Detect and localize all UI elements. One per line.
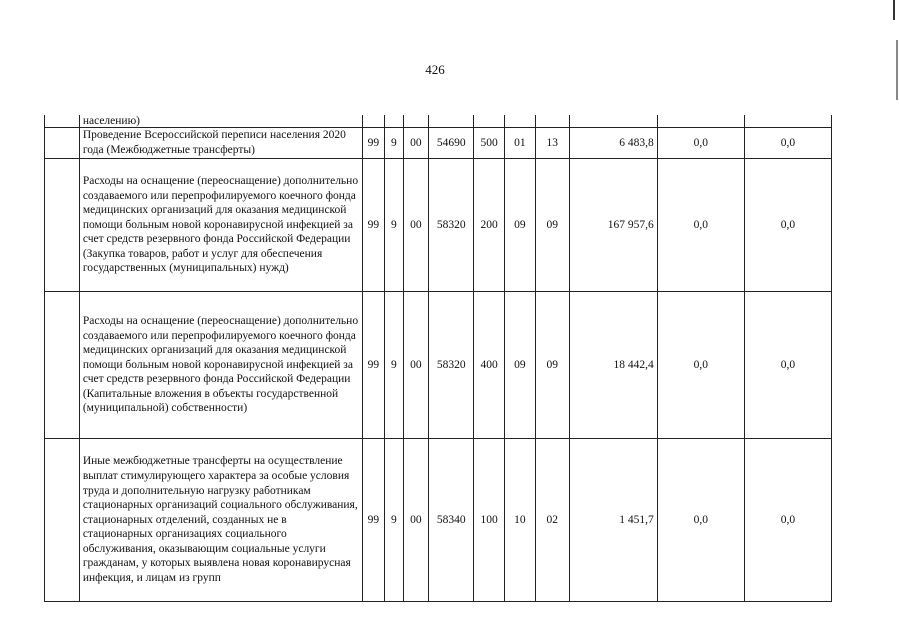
value-cell: 0,0 [657, 159, 744, 292]
code-cell: 9 [385, 159, 403, 292]
code-cell: 58320 [429, 159, 474, 292]
code-cell: 09 [535, 292, 569, 439]
value-cell: 0,0 [657, 292, 744, 439]
code-cell: 00 [403, 159, 429, 292]
code-cell: 500 [474, 128, 505, 159]
row-description: Расходы на оснащение (переоснащение) дополнительно создаваемого или перепрофилируемого коечного фонда медицинских организаций для оказания медицинской помощи больным новой коронавирусной инфекцией за счет средств резервного фонда Российской Федерации (Капитальные вложения в объекты государственной (муниципальной) собственности) [79, 292, 362, 439]
code-cell: 00 [403, 439, 429, 602]
code-cell: 09 [505, 292, 536, 439]
value-cell: 0,0 [744, 439, 831, 602]
table-row [45, 292, 832, 439]
scan-edge-mark [893, 0, 895, 20]
code-cell: 13 [535, 128, 569, 159]
value-cell: 0,0 [744, 292, 831, 439]
scan-edge-mark [896, 40, 898, 100]
code-cell: 00 [403, 128, 429, 159]
code-cell: 200 [474, 159, 505, 292]
table-row [45, 439, 832, 602]
value-cell: 0,0 [744, 128, 831, 159]
table-row [45, 159, 832, 292]
amount-cell: 1 451,7 [569, 439, 657, 602]
code-cell: 9 [385, 292, 403, 439]
code-cell: 00 [403, 292, 429, 439]
code-cell: 58320 [429, 292, 474, 439]
amount-cell: 6 483,8 [569, 128, 657, 159]
code-cell: 9 [385, 128, 403, 159]
code-cell: 10 [505, 439, 536, 602]
code-cell: 09 [535, 159, 569, 292]
code-cell: 01 [505, 128, 536, 159]
code-cell: 54690 [429, 128, 474, 159]
table-row [45, 128, 832, 159]
code-cell: 400 [474, 292, 505, 439]
code-cell: 99 [362, 128, 385, 159]
code-cell: 9 [385, 439, 403, 602]
code-cell: 99 [362, 439, 385, 602]
budget-table [44, 115, 832, 602]
amount-cell: 167 957,6 [569, 159, 657, 292]
row-description: населению) [79, 115, 362, 128]
value-cell: 0,0 [657, 439, 744, 602]
code-cell: 100 [474, 439, 505, 602]
code-cell: 99 [362, 292, 385, 439]
row-description: Расходы на оснащение (переоснащение) дополнительно создаваемого или перепрофилируемого коечного фонда медицинских организаций для оказания медицинской помощи больным новой коронавирусной инфекцией за счет средств резервного фонда Российской Федерации (Закупка товаров, работ и услуг для обеспечения государственных (муниципальных) нужд) [79, 159, 362, 292]
amount-cell: 18 442,4 [569, 292, 657, 439]
value-cell: 0,0 [744, 159, 831, 292]
code-cell: 02 [535, 439, 569, 602]
code-cell: 09 [505, 159, 536, 292]
row-description: Иные межбюджетные трансферты на осуществление выплат стимулирующего характера за особые условия труда и дополнительную нагрузку работникам стационарных организаций социального обслуживания, стационарных отделений, созданных не в стационарных организациях социального обслуживания, оказывающим социальные услуги гражданам, у которых выявлена новая коронавирусная инфекция, и лицам из групп [79, 439, 362, 602]
code-cell: 58340 [429, 439, 474, 602]
table-row-continuation [45, 115, 832, 128]
value-cell: 0,0 [657, 128, 744, 159]
row-description: Проведение Всероссийской переписи населения 2020 года (Межбюджетные трансферты) [79, 128, 362, 159]
code-cell: 99 [362, 159, 385, 292]
page-number: 426 [425, 62, 445, 77]
